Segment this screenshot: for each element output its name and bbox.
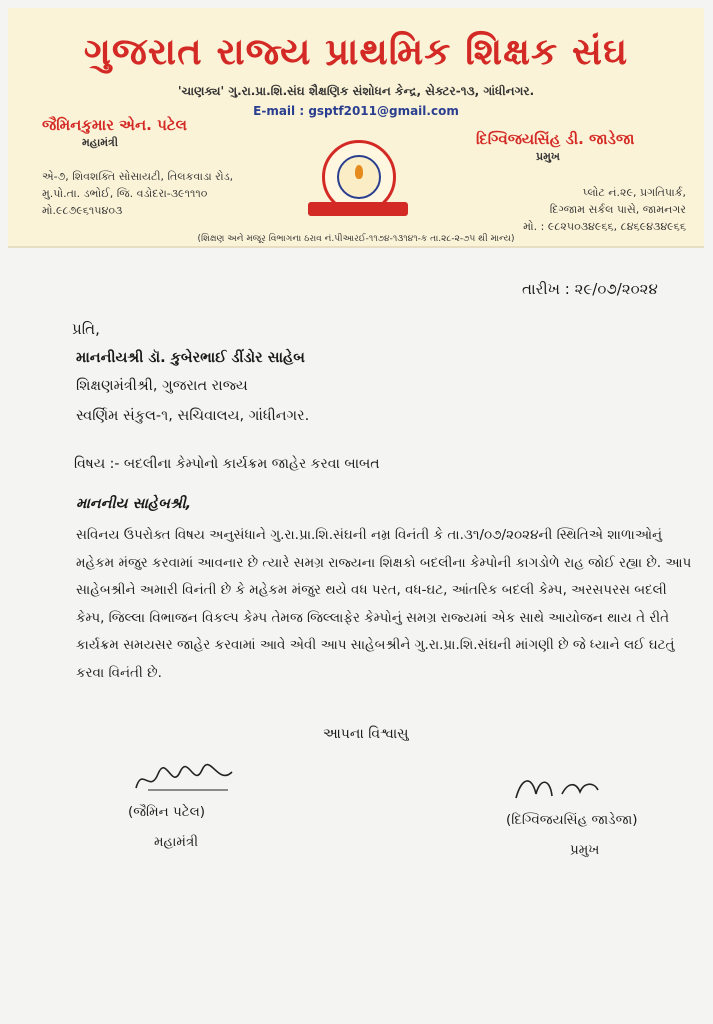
closing: આપના વિશ્વાસુ bbox=[323, 726, 409, 742]
president-role: પ્રમુખ bbox=[536, 150, 560, 163]
letter-date: તારીખ : ૨૯/૦૭/૨૦૨૪ bbox=[522, 280, 658, 298]
address-line: એ-૭, શિવશક્તિ સોસાયટી, તિલકવાડા રોડ, bbox=[42, 170, 234, 183]
general-secretary-name: જૈમિનકુમાર એન. પટેલ bbox=[42, 116, 187, 134]
recipient-address: સ્વર્ણિમ સંકુલ-૧, સચિવાલય, ગાંધીનગર. bbox=[76, 408, 310, 424]
signatory-role: પ્રમુખ bbox=[570, 842, 600, 858]
signature-block-president bbox=[506, 768, 676, 858]
body-paragraph: સવિનય ઉપરોક્ત વિષય અનુસંધાને ગુ.રા.પ્રા.શિ.સંઘની નમ્ર વિનંતી કે તા.૩૧/૦૭/૨૦૨૪ની સ્થિતિએ શાળાઓનું મહેકમ મંજુર કરવામાં આવનાર છે ત્યારે સમગ્ર રાજ્યના શિક્ષકો બદલીના કેમ્પોની કાગડોળે રાહ જોઈ રહ્યા છે. આપ સાહેબશ્રીને અમારી વિનંતી છે કે મહેકમ મંજુર થયે વધ પરત, વધ-ઘટ, આંતરિક બદલી કેમ્પ, અરસપરસ બદલી કેમ્પ, જિલ્લા વિભાજન વિકલ્પ કેમ્પ તેમજ જિલ્લાફેર કેમ્પોનું સમગ્ર રાજ્યમાં એક સાથે આયોજન થાય તે રીતે કાર્યક્રમ સમયસર જાહેર કરવામાં આવે એવી આપ સાહેબશ્રીને ગુ.રા.પ્રા.શિ.સંઘની માંગણી છે જે ધ્યાને લઈ ઘટતું કરવા વિનંતી છે. bbox=[76, 527, 692, 681]
to-label: પ્રતિ, bbox=[72, 320, 100, 338]
organization-subtitle: 'ચાણક્ય' ગુ.રા.પ્રા.શિ.સંઘ શૈક્ષણિક સંશોધન કેન્દ્ર, સેક્ટર-૧૩, ગાંધીનગર. bbox=[177, 84, 535, 98]
address-line: મો. : ૯૮૨૫૦૩૪૯૬૬, ૮૪૬૯૪૩૪૯૬૬ bbox=[523, 220, 686, 233]
address-line: મુ.પો.તા. ડભોઈ, જિ. વડોદરા-૩૯૧૧૧૦ bbox=[42, 187, 208, 200]
recipient-title: શિક્ષણમંત્રીશ્રી, ગુજરાત રાજ્ય bbox=[76, 378, 248, 394]
recipient-name: માનનીયશ્રી ડૉ. કુબેરભાઈ ડીંડોર સાહેબ bbox=[76, 350, 305, 366]
address-line: દિગ્જામ સર્કલ પાસે, જામનગર bbox=[549, 203, 686, 216]
address-line: પ્લોટ નં.૨૯, પ્રગતિપાર્ક, bbox=[582, 186, 686, 199]
signatory-name: (જૈમિન પટેલ) bbox=[128, 804, 206, 820]
president-name: દિગ્વિજયસિંહ ડી. જાડેજા bbox=[476, 130, 635, 148]
salutation: માનનીય સાહેબશ્રી, bbox=[76, 496, 192, 512]
recognition-footnote: (શિક્ષણ અને મજૂર વિભાગના ઠરાવ નં.પીઆરઈ-૧૧૭૪-૧૩૧૪૧-ક તા.૨૮-૨-૭૫ થી માન્ય) bbox=[197, 234, 515, 244]
signatory-role: મહામંત્રી bbox=[154, 834, 199, 850]
organization-email: E-mail : gsptf2011@gmail.com bbox=[253, 104, 459, 118]
organization-title: ગુજરાત રાજ્ય પ્રાથમિક શિક્ષક સંઘ bbox=[83, 30, 629, 73]
signature-block-general-secretary bbox=[128, 760, 278, 850]
signature-scribble-icon bbox=[506, 768, 626, 808]
letter-subject: વિષય :- બદલીના કેમ્પોનો કાર્યક્રમ જાહેર કરવા બાબત bbox=[74, 456, 380, 472]
signature-scribble-icon bbox=[128, 760, 248, 800]
signatory-name: (દિગ્વિજયસિંહ જાડેજા) bbox=[506, 812, 638, 828]
general-secretary-role: મહામંત્રી bbox=[82, 136, 118, 149]
address-line: મો.૯૮૭૯૬૧૫૪૦૩ bbox=[42, 204, 123, 217]
